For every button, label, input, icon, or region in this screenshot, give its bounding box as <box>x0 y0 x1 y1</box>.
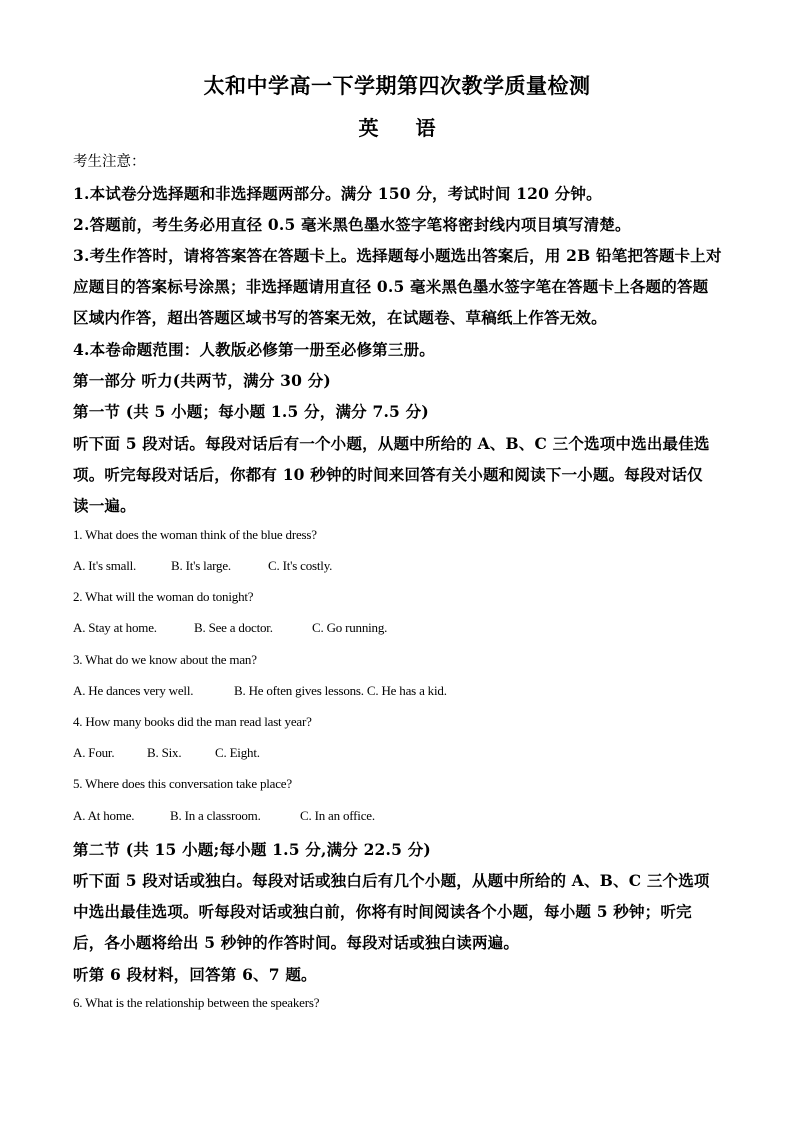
section2-instruction-2: 中选出最佳选项。听每段对话或独白前，你将有时间阅读各个小题，每小题 5 秒钟；听完 <box>73 902 692 921</box>
option-a: A. At home. <box>73 808 135 823</box>
section2-instruction-1: 听下面 5 段对话或独白。每段对话或独白后有几个小题，从题中所给的 A、B、C 三个选项 <box>73 871 710 890</box>
question-1-options <box>73 558 332 574</box>
option-a: A. It's small. <box>73 558 137 573</box>
notice-heading: 考生注意： <box>73 154 146 170</box>
question-6-stem: 6. What is the relationship between the speakers? <box>73 995 320 1010</box>
section1-instruction-1: 听下面 5 段对话。每段对话后有一个小题，从题中所给的 A、B、C 三个选项中选出最佳选 <box>73 434 710 453</box>
exam-title: 太和中学高一下学期第四次教学质量检测 <box>203 73 591 98</box>
option-c: C. Go running. <box>312 620 388 635</box>
option-a: A. Stay at home. <box>73 620 157 635</box>
option-c: C. It's costly. <box>268 558 333 573</box>
section1-instruction-3: 读一遍。 <box>73 496 136 515</box>
notice-line-1: 1.本试卷分选择题和非选择题两部分。满分 150 分，考试时间 120 分钟。 <box>73 184 602 203</box>
option-b: B. It's large. <box>171 558 231 573</box>
notice-line-6: 4.本卷命题范围：人教版必修第一册至必修第三册。 <box>73 340 435 359</box>
section1-heading: 第一节 (共 5 小题；每小题 1.5 分，满分 7.5 分) <box>73 402 429 421</box>
option-a: A. He dances very well. <box>73 683 194 698</box>
question-5-stem: 5. Where does this conversation take place? <box>73 776 292 791</box>
subject-title: 英 语 <box>358 116 436 140</box>
option-c: C. Eight. <box>215 745 260 760</box>
section2-heading: 第二节 (共 15 小题;每小题 1.5 分,满分 22.5 分) <box>73 840 431 859</box>
material-6-heading: 听第 6 段材料，回答第 6、7 题。 <box>73 965 317 984</box>
option-c: C. In an office. <box>300 808 375 823</box>
question-3-options <box>73 683 447 699</box>
question-3-stem: 3. What do we know about the man? <box>73 652 257 667</box>
option-a: A. Four. <box>73 745 115 760</box>
question-2-options <box>73 620 387 636</box>
notice-line-5: 区域内作答，超出答题区域书写的答案无效，在试题卷、草稿纸上作答无效。 <box>73 308 607 327</box>
question-4-stem: 4. How many books did the man read last year? <box>73 714 312 729</box>
notice-line-2: 2.答题前，考生务必用直径 0.5 毫米黑色墨水签字笔将密封线内项目填写清楚。 <box>73 215 631 234</box>
part1-heading: 第一部分 听力(共两节，满分 30 分) <box>73 371 331 390</box>
option-b: B. In a classroom. <box>170 808 261 823</box>
question-5-options <box>73 808 375 824</box>
notice-line-3: 3.考生作答时，请将答案答在答题卡上。选择题每小题选出答案后，用 2B 铅笔把答题卡上对 <box>73 246 722 265</box>
question-4-options <box>73 745 260 761</box>
option-c: C. He has a kid. <box>366 683 447 698</box>
question-2-stem: 2. What will the woman do tonight? <box>73 589 254 604</box>
option-b: B. Six. <box>147 745 182 760</box>
section2-instruction-3: 后，各小题将给出 5 秒钟的作答时间。每段对话或独白读两遍。 <box>73 933 520 952</box>
option-b: B. See a doctor. <box>194 620 273 635</box>
section1-instruction-2: 项。听完每段对话后，你都有 10 秒钟的时间来回答有关小题和阅读下一小题。每段对话仅 <box>73 465 703 484</box>
notice-line-4: 应题目的答案标号涂黑；非选择题请用直径 0.5 毫米黑色墨水签字笔在答题卡上各题的答题 <box>73 277 709 296</box>
question-1-stem: 1. What does the woman think of the blue dress? <box>73 527 317 542</box>
option-b: B. He often gives lessons. <box>234 683 364 698</box>
